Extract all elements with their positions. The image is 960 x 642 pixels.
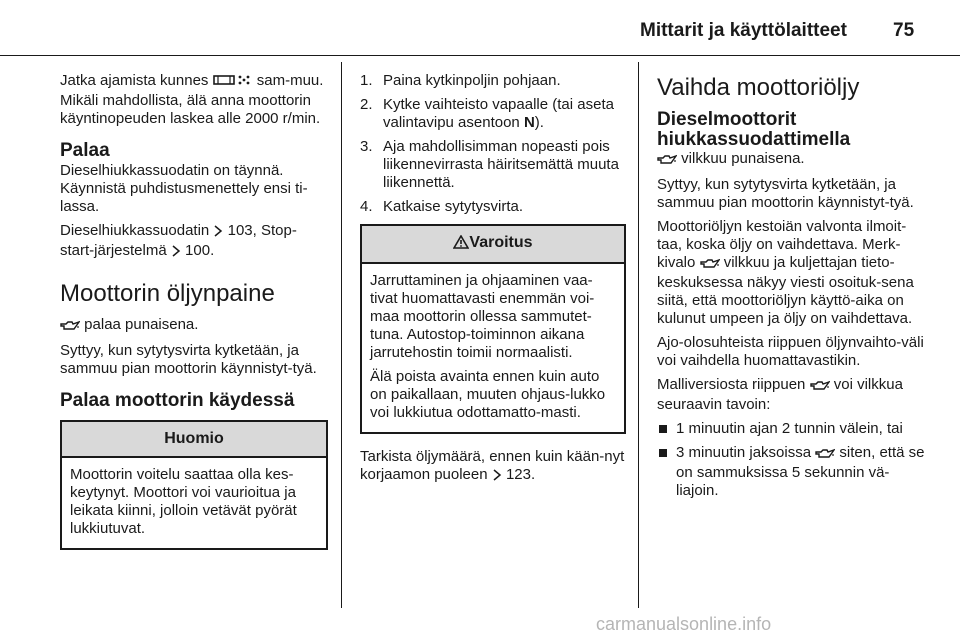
running-heading: Palaa moottorin käydessä bbox=[60, 390, 295, 411]
warning-title: Varoitus bbox=[469, 234, 533, 251]
p4 bbox=[657, 376, 925, 414]
reference-arrow-icon bbox=[213, 224, 223, 242]
reference-paragraph bbox=[60, 222, 328, 262]
reference-arrow-icon bbox=[171, 244, 181, 262]
step-number: 1. bbox=[360, 72, 373, 89]
check-link[interactable]: 123. bbox=[505, 466, 536, 483]
intro-text-b: sam-muu. Mikäli mahdollista, älä anna moottorin käyntinopeuden laskea alle 2000 r/min. bbox=[60, 72, 324, 127]
page-header-title: Mittarit ja käyttölaitteet bbox=[640, 20, 847, 41]
column-divider-1 bbox=[341, 62, 342, 608]
step-text: Aja mahdollisimman nopeasti pois liikennevirrasta häiritsemättä muuta liikennettä. bbox=[383, 138, 619, 191]
blink-line bbox=[657, 150, 925, 170]
p2-text-a: Moottoriöljyn kestoiän valvonta ilmoit-taa, koska öljy on vaihdettava. Merk-kivalo bbox=[657, 218, 907, 271]
page-number: 75 bbox=[893, 20, 915, 41]
blink-modes-list bbox=[657, 420, 925, 500]
check-text: Tarkista öljymäärä, ennen kuin kään-nyt korjaamon puoleen bbox=[360, 448, 625, 483]
warning-header bbox=[362, 226, 624, 264]
particle-filter-icon bbox=[213, 73, 253, 92]
intro-text-a: Jatka ajamista kunnes bbox=[60, 72, 209, 89]
reference-link-a[interactable]: 103, Stop-start-järjestelmä bbox=[60, 222, 297, 259]
p2-text-b: vilkkuu ja kuljettajan tieto-keskuksessa näkyy viesti osoituk-sena siitä, että moottoriöljyn käyttö-aika on kulunut umpeen ja öljy on vaihdettava. bbox=[657, 254, 914, 327]
note-title: Huomio bbox=[62, 422, 326, 458]
intro-paragraph bbox=[60, 72, 328, 128]
steps-list bbox=[360, 72, 626, 216]
list-item bbox=[360, 138, 626, 192]
watermark: carmanualsonline.info bbox=[596, 614, 772, 634]
note-box bbox=[60, 420, 328, 550]
oil-can-icon bbox=[810, 378, 830, 396]
oil-can-icon bbox=[700, 256, 720, 274]
p2 bbox=[657, 218, 925, 328]
bullet-square-icon bbox=[659, 449, 667, 457]
blink-text: vilkkuu punaisena. bbox=[681, 150, 805, 167]
bullet-text-a: 3 minuutin jaksoissa bbox=[676, 444, 812, 461]
oil-can-icon bbox=[60, 318, 80, 336]
column-divider-2 bbox=[638, 62, 639, 608]
gear-position-n: N bbox=[523, 114, 535, 131]
palaa-heading: Palaa bbox=[60, 140, 110, 161]
column-2 bbox=[360, 72, 626, 492]
note-text: Moottorin voitelu saattaa olla kes-keytynyt. Moottori voi vaurioitua ja leikata kiinni, jolloin vetävät pyörät lukkiutuvat. bbox=[70, 466, 297, 537]
step-text: Katkaise sytytysvirta. bbox=[383, 198, 524, 215]
list-item bbox=[360, 72, 626, 90]
check-paragraph bbox=[360, 448, 626, 486]
oil-pressure-heading: Moottorin öljynpaine bbox=[60, 280, 275, 307]
step-text: Kytke vaihteisto vapaalle (tai aseta valintavipu asentoon N). bbox=[383, 96, 614, 131]
list-item bbox=[360, 96, 626, 132]
warning-triangle-icon bbox=[453, 235, 469, 254]
reference-text: Dieselhiukkassuodatin bbox=[60, 222, 210, 239]
bullet-text-b: siten, että se on sammuksissa 5 sekunnin vä-liajoin. bbox=[676, 444, 925, 499]
warning-text-2: Älä poista avainta ennen kuin auto on paikallaan, muuten ohjaus-lukko voi lukkiutua odottamatto-masti. bbox=[370, 368, 606, 421]
palaa-text: Dieselhiukkassuodatin on täynnä. Käynnistä puhdistusmenettely ensi ti-lassa. bbox=[60, 162, 308, 215]
column-1 bbox=[60, 72, 328, 564]
bullet-text: 1 minuutin ajan 2 tunnin välein, tai bbox=[676, 420, 903, 437]
p4-text-a: Malliversiosta riippuen bbox=[657, 376, 806, 393]
list-item bbox=[657, 420, 925, 438]
step-number: 3. bbox=[360, 138, 373, 155]
step-number: 2. bbox=[360, 96, 373, 113]
diesel-subheading: Dieselmoottorit hiukkassuodattimella bbox=[657, 109, 851, 150]
p4-text-b: voi vilkkua seuraavin tavoin: bbox=[657, 376, 903, 413]
reference-arrow-icon bbox=[492, 468, 502, 486]
oil-lamp-line bbox=[60, 316, 328, 336]
bullet-square-icon bbox=[659, 425, 667, 433]
list-item bbox=[657, 444, 925, 500]
warning-box bbox=[360, 224, 626, 434]
oil-lamp-text: palaa punaisena. bbox=[84, 316, 199, 333]
oil-can-icon bbox=[657, 152, 677, 170]
step-number: 4. bbox=[360, 198, 373, 215]
list-item bbox=[360, 198, 626, 216]
p1: Syttyy, kun sytytysvirta kytketään, ja sammuu pian moottorin käynnistyt-tyä. bbox=[657, 176, 914, 211]
p3: Ajo-olosuhteista riippuen öljynvaihto-väli voi vaihdella huomattavastikin. bbox=[657, 334, 924, 369]
reference-link-b[interactable]: 100. bbox=[185, 242, 215, 259]
oil-text: Syttyy, kun sytytysvirta kytketään, ja sammuu pian moottorin käynnistyt-tyä. bbox=[60, 342, 317, 377]
column-3 bbox=[657, 72, 925, 506]
oil-change-heading: Vaihda moottoriöljy bbox=[657, 74, 860, 101]
step-text: Paina kytkinpoljin pohjaan. bbox=[383, 72, 561, 89]
header-divider bbox=[0, 55, 960, 56]
oil-can-icon bbox=[815, 446, 835, 464]
warning-text-1: Jarruttaminen ja ohjaaminen vaa-tivat huomattavasti enemmän voi-maa moottorin ollessa sammutet-tuna. Autostop-toiminnon aikana jarrutehostin toimii normaalisti. bbox=[370, 272, 595, 361]
